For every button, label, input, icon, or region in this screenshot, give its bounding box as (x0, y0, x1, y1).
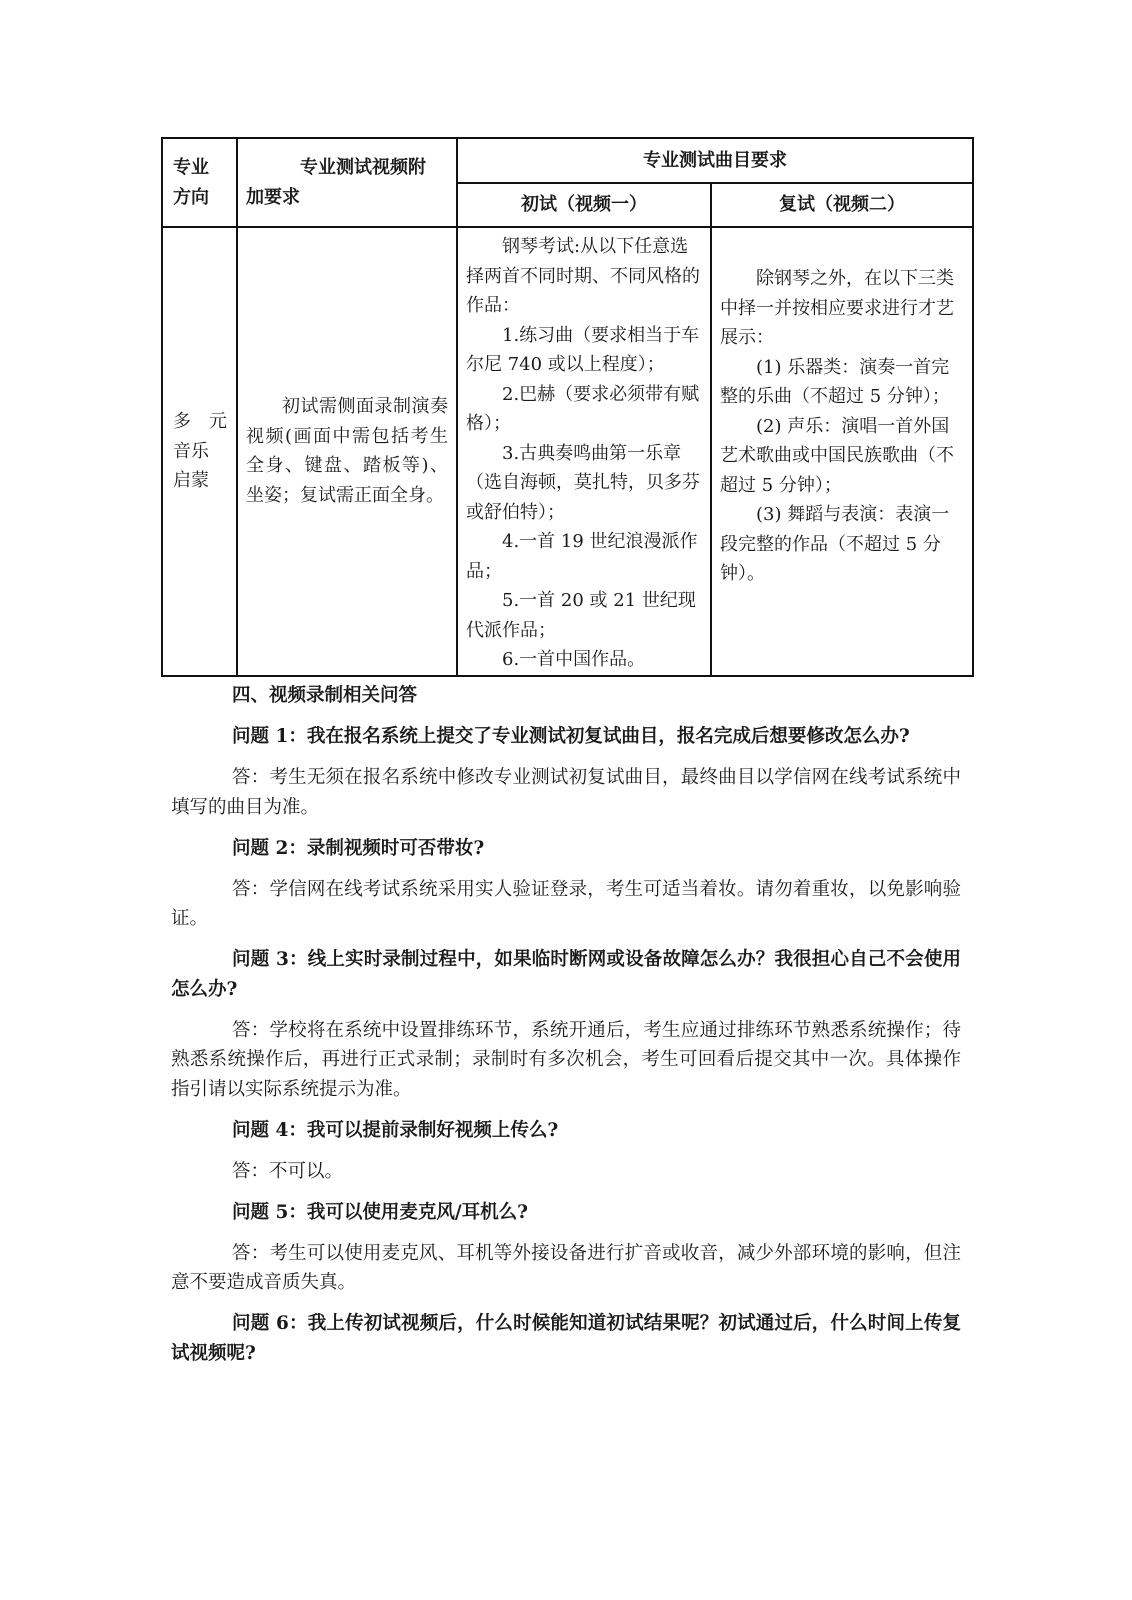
faq-answer: 答：考生无须在报名系统中修改专业测试初复试曲目，最终曲目以学信网在线考试系统中填写的曲目为准。 (171, 767, 961, 818)
cell-direction: 多 元 音乐 启蒙 (162, 227, 237, 676)
header-extra-requirements: 专业测试视频附 加要求 (237, 138, 457, 227)
header-direction: 专业 方向 (162, 138, 237, 227)
faq-question: 问题 4：我可以提前录制好视频上传么? (232, 1119, 559, 1141)
header-preliminary: 初试（视频一） (457, 183, 711, 227)
faq-question: 问题 2：录制视频时可否带妆? (232, 837, 485, 859)
faq-question: 问题 5：我可以使用麦克风/耳机么? (232, 1201, 528, 1223)
preliminary-line: 1.练习曲（要求相当于车尔尼 740 或以上程度）； (466, 324, 700, 375)
retest-line: (3) 舞蹈与表演：表演一段完整的作品（不超过 5 分钟）。 (720, 504, 950, 584)
faq-section (171, 681, 961, 1380)
faq-question: 问题 3：线上实时录制过程中，如果临时断网或设备故障怎么办？我很担心自己不会使用怎么办? (171, 949, 961, 1000)
requirements-table (161, 137, 974, 677)
preliminary-line: 5.一首 20 或 21 世纪现代派作品； (466, 590, 696, 641)
preliminary-line: 3.古典奏鸣曲第一乐章（选自海顿，莫扎特，贝多芬或舒伯特）； (466, 442, 700, 523)
cell-extra-requirements: 初试需侧面录制演奏视频(画面中需包括考生全身、键盘、踏板等)、坐姿；复试需正面全身。 (237, 227, 457, 676)
faq-answer: 答：学校将在系统中设置排练环节，系统开通后，考生应通过排练环节熟悉系统操作；待熟悉系统操作后，再进行正式录制；录制时有多次机会，考生可回看后提交其中一次。具体操作指引请以实际系统提示为准。 (171, 1019, 961, 1100)
cell-retest (711, 227, 973, 676)
preliminary-line: 2.巴赫（要求必须带有赋格）； (466, 383, 700, 434)
table-row (162, 227, 973, 676)
preliminary-line: 4.一首 19 世纪浪漫派作品； (466, 531, 698, 582)
faq-question: 问题 1：我在报名系统上提交了专业测试初复试曲目，报名完成后想要修改怎么办? (232, 726, 910, 747)
section-heading: 四、视频录制相关问答 (232, 685, 418, 706)
retest-line: (2) 声乐：演唱一首外国艺术歌曲或中国民族歌曲（不超过 5 分钟）； (720, 415, 954, 496)
header-retest: 复试（视频二） (711, 183, 973, 227)
faq-question: 问题 6：我上传初试视频后，什么时候能知道初试结果呢？初试通过后，什么时间上传复试视频呢? (171, 1313, 961, 1364)
retest-line: 除钢琴之外，在以下三类中择一并按相应要求进行才艺展示： (720, 268, 954, 348)
preliminary-line: 6.一首中国作品。 (502, 649, 646, 670)
faq-answer: 答：学信网在线考试系统采用实人验证登录，考生可适当着妆。请勿着重妆，以免影响验证。 (171, 878, 961, 929)
table-header-row (162, 138, 973, 183)
faq-answer: 答：不可以。 (232, 1160, 344, 1182)
preliminary-line: 钢琴考试:从以下任意选择两首不同时期、不同风格的作品： (466, 236, 700, 316)
retest-line: (1) 乐器类：演奏一首完整的乐曲（不超过 5 分钟）； (720, 356, 950, 407)
faq-answer: 答：考生可以使用麦克风、耳机等外接设备进行扩音或收音，减少外部环境的影响，但注意不要造成音质失真。 (171, 1242, 961, 1293)
header-pieces-requirements: 专业测试曲目要求 (457, 138, 973, 183)
cell-preliminary (457, 227, 711, 676)
